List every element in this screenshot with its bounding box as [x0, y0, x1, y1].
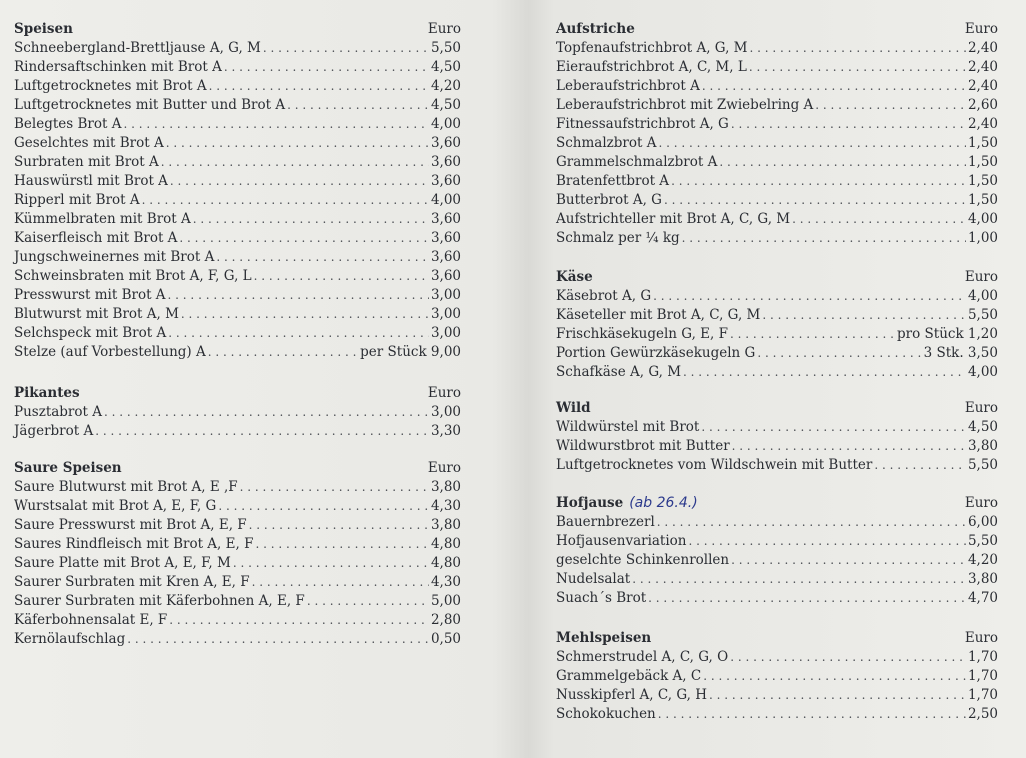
section-header: [14, 459, 461, 478]
currency-label: Euro: [964, 269, 998, 285]
dot-leader: [104, 403, 429, 422]
dot-leader: [632, 570, 966, 589]
dot-leader: [689, 532, 966, 551]
menu-item: [14, 229, 461, 248]
dot-leader: [874, 456, 966, 475]
dot-leader: [287, 96, 429, 115]
section-title: [14, 20, 73, 39]
item-name: Fitnessaufstrichbrot A, G: [556, 116, 729, 132]
item-name: Wildwürstel mit Brot: [556, 419, 700, 435]
item-price: 2,40: [967, 59, 998, 75]
item-name: Nudelsalat: [556, 571, 631, 587]
item-name: Schneebergland-Brettljause A, G, M: [14, 40, 261, 56]
item-name: Stelze (auf Vorbestellung) A: [14, 344, 206, 360]
section-pikantes: [14, 384, 461, 441]
item-name: Geselchtes mit Brot A: [14, 135, 164, 151]
dot-leader: [240, 478, 429, 497]
dot-leader: [216, 248, 429, 267]
item-name: Wildwurstbrot mit Butter: [556, 438, 730, 454]
section-saure-speisen: [14, 459, 461, 649]
item-price: 2,80: [430, 612, 461, 628]
item-price: 4,80: [430, 555, 461, 571]
currency-label: Euro: [427, 385, 461, 401]
menu-item: [14, 324, 461, 343]
dot-leader: [224, 58, 429, 77]
item-price: 4,80: [430, 536, 461, 552]
menu-item: [556, 115, 998, 134]
menu-item: [556, 456, 998, 475]
menu-item: [14, 39, 461, 58]
item-price: 2,60: [967, 97, 998, 113]
item-name: Leberaufstrichbrot mit Zwiebelring A: [556, 97, 814, 113]
menu-item: [14, 554, 461, 573]
item-name: Presswurst mit Brot A: [14, 287, 166, 303]
menu-item: [14, 96, 461, 115]
item-price: 1,70: [967, 668, 998, 684]
item-name: Bratenfettbrot A: [556, 173, 670, 189]
menu-item: [14, 573, 461, 592]
section-title-text: Pikantes: [14, 385, 80, 401]
dot-leader: [657, 513, 966, 532]
menu-item: [556, 172, 998, 191]
dot-leader: [193, 210, 429, 229]
menu-item: [556, 134, 998, 153]
dot-leader: [170, 172, 429, 191]
menu-item: [556, 191, 998, 210]
section-title: [14, 384, 80, 403]
menu-item: [14, 592, 461, 611]
dot-leader: [168, 286, 429, 305]
item-price: 3,60: [430, 211, 461, 227]
item-name: Belegtes Brot A: [14, 116, 122, 132]
item-price: 4,20: [967, 552, 998, 568]
item-name: Pusztabrot A: [14, 404, 102, 420]
menu-item: [14, 305, 461, 324]
item-price: 1,00: [967, 230, 998, 246]
menu-item: [556, 306, 998, 325]
item-name: Luftgetrocknetes vom Wildschwein mit Butter: [556, 457, 873, 473]
dot-leader: [702, 77, 966, 96]
menu-item: [556, 705, 998, 724]
section-title: [556, 20, 635, 39]
dot-leader: [127, 630, 429, 649]
dot-leader: [750, 39, 966, 58]
menu-item: [556, 667, 998, 686]
menu-item: [14, 422, 461, 441]
item-name: Hauswürstl mit Brot A: [14, 173, 168, 189]
dot-leader: [254, 267, 429, 286]
item-price: 3,80: [967, 571, 998, 587]
item-price: 2,50: [967, 706, 998, 722]
item-price: 4,50: [967, 419, 998, 435]
menu-item: [14, 611, 461, 630]
item-name: Leberaufstrichbrot A: [556, 78, 700, 94]
menu-item: [556, 287, 998, 306]
section-title: [556, 629, 651, 648]
menu-item: [556, 551, 998, 570]
dot-leader: [181, 305, 429, 324]
item-price: 3,80: [967, 438, 998, 454]
item-name: Aufstrichteller mit Brot A, C, G, M: [556, 211, 791, 227]
item-price: 3,60: [430, 230, 461, 246]
item-price: 3,80: [430, 517, 461, 533]
item-name: Grammelschmalzbrot A: [556, 154, 718, 170]
item-price: 3,80: [430, 479, 461, 495]
menu-item: [14, 343, 461, 362]
menu-item: [14, 403, 461, 422]
section-header: [556, 399, 998, 418]
menu-item: [556, 648, 998, 667]
item-price: 3,00: [430, 306, 461, 322]
section-title: [556, 268, 593, 287]
menu-item: [14, 267, 461, 286]
dot-leader: [749, 58, 966, 77]
item-name: Wurstsalat mit Brot A, E, F, G: [14, 498, 217, 514]
dot-leader: [209, 77, 429, 96]
menu-item: [556, 589, 998, 608]
item-price: 1,50: [967, 173, 998, 189]
item-name: Portion Gewürzkäsekugeln G: [556, 345, 756, 361]
menu-item: [556, 210, 998, 229]
item-name: Blutwurst mit Brot A, M: [14, 306, 179, 322]
item-name: Saure Platte mit Brot A, E, F, M: [14, 555, 231, 571]
item-price: 3,60: [430, 268, 461, 284]
dot-leader: [249, 516, 429, 535]
item-price: 5,50: [967, 457, 998, 473]
item-price: 3,60: [430, 249, 461, 265]
dot-leader: [658, 134, 965, 153]
item-name: Schafkäse A, G, M: [556, 364, 682, 380]
item-name: Schmalzbrot A: [556, 135, 657, 151]
item-price: per Stück 9,00: [360, 344, 461, 360]
currency-label: Euro: [964, 630, 998, 646]
dot-leader: [815, 96, 966, 115]
dot-leader: [730, 325, 895, 344]
item-name: Grammelgebäck A, C: [556, 668, 702, 684]
menu-item: [556, 344, 998, 363]
item-price: 0,50: [430, 631, 461, 647]
section-title-text: Aufstriche: [556, 21, 635, 37]
item-name: Schokokuchen: [556, 706, 656, 722]
item-name: Schweinsbraten mit Brot A, F, G, L: [14, 268, 252, 284]
item-price: 4,30: [430, 498, 461, 514]
item-name: Saures Rindfleisch mit Brot A, E, F: [14, 536, 254, 552]
dot-leader: [142, 191, 429, 210]
item-price: 4,00: [967, 288, 998, 304]
currency-label: Euro: [964, 21, 998, 37]
item-name: Kernölaufschlag: [14, 631, 126, 647]
item-name: Bauernbrezerl: [556, 514, 655, 530]
dot-leader: [757, 344, 921, 363]
dot-leader: [179, 229, 429, 248]
item-name: Saurer Surbraten mit Käferbohnen A, E, F: [14, 593, 305, 609]
currency-label: Euro: [964, 495, 998, 511]
item-price: 5,50: [967, 533, 998, 549]
dot-leader: [658, 705, 966, 724]
menu-item: [556, 513, 998, 532]
menu-item: [14, 153, 461, 172]
dot-leader: [682, 229, 966, 248]
dot-leader: [731, 551, 966, 570]
section-header: [14, 20, 461, 39]
menu-item: [556, 58, 998, 77]
menu-item: [556, 363, 998, 382]
section-title-text: Saure Speisen: [14, 460, 122, 476]
menu-item: [14, 210, 461, 229]
dot-leader: [792, 210, 966, 229]
dot-leader: [255, 535, 428, 554]
item-price: 3,60: [430, 173, 461, 189]
section-title-text: Käse: [556, 269, 593, 285]
item-name: Frischkäsekugeln G, E, F: [556, 326, 728, 342]
dot-leader: [95, 422, 429, 441]
item-name: Luftgetrocknetes mit Brot A: [14, 78, 207, 94]
item-name: Jungschweinernes mit Brot A: [14, 249, 215, 265]
item-price: 5,50: [967, 307, 998, 323]
menu-item: [14, 77, 461, 96]
dot-leader: [762, 306, 966, 325]
menu-item: [556, 96, 998, 115]
dot-leader: [683, 363, 966, 382]
currency-label: Euro: [964, 400, 998, 416]
item-name: Ripperl mit Brot A: [14, 192, 140, 208]
menu-item: [556, 418, 998, 437]
dot-leader: [730, 648, 966, 667]
item-name: Käsebrot A, G: [556, 288, 652, 304]
item-price: 4,00: [967, 364, 998, 380]
item-price: 2,40: [967, 78, 998, 94]
item-price: 1,70: [967, 649, 998, 665]
section-mehlspeisen: [556, 629, 998, 724]
section-title-text: Speisen: [14, 21, 73, 37]
item-price: 4,00: [967, 211, 998, 227]
dot-leader: [701, 418, 966, 437]
dot-leader: [719, 153, 966, 172]
item-price: 3,00: [430, 325, 461, 341]
item-price: 3,00: [430, 287, 461, 303]
item-price: 2,40: [967, 116, 998, 132]
item-price: 4,20: [430, 78, 461, 94]
item-name: Saure Presswurst mit Brot A, E, F: [14, 517, 247, 533]
section-header: [556, 494, 998, 513]
item-price: 4,50: [430, 59, 461, 75]
item-price: 2,40: [967, 40, 998, 56]
dot-leader: [653, 287, 966, 306]
menu-item: [556, 570, 998, 589]
section-title-text: Mehlspeisen: [556, 630, 652, 646]
handwritten-note: (ab 26.4.): [629, 495, 698, 511]
menu-item: [14, 115, 461, 134]
dot-leader: [218, 497, 429, 516]
section-title-text: Wild: [556, 400, 591, 416]
dot-leader: [732, 437, 966, 456]
menu-item: [14, 134, 461, 153]
item-price: 3,60: [430, 135, 461, 151]
item-price: 4,30: [430, 574, 461, 590]
dot-leader: [252, 573, 429, 592]
item-name: geselchte Schinkenrollen: [556, 552, 730, 568]
item-price: 4,70: [967, 590, 998, 606]
section-title-text: Hofjause: [556, 495, 624, 511]
menu-item: [14, 478, 461, 497]
menu-item: [556, 77, 998, 96]
section-header: [556, 20, 998, 39]
item-name: Kümmelbraten mit Brot A: [14, 211, 191, 227]
item-name: Jägerbrot A: [14, 423, 94, 439]
item-name: Nusskipferl A, C, G, H: [556, 687, 707, 703]
section-header: [556, 629, 998, 648]
menu-item: [14, 535, 461, 554]
item-name: Käferbohnensalat E, F: [14, 612, 168, 628]
menu-item: [556, 325, 998, 344]
menu-item: [14, 497, 461, 516]
menu-item: [556, 153, 998, 172]
dot-leader: [703, 667, 966, 686]
item-price: 1,50: [967, 154, 998, 170]
dot-leader: [166, 134, 429, 153]
item-price: 3 Stk. 3,50: [923, 345, 998, 361]
dot-leader: [664, 191, 966, 210]
item-name: Selchspeck mit Brot A: [14, 325, 167, 341]
section-kaese: [556, 268, 998, 382]
section-title: [556, 399, 591, 418]
section-title: [556, 494, 698, 513]
item-price: 1,50: [967, 135, 998, 151]
item-name: Butterbrot A, G: [556, 192, 662, 208]
item-price: 3,30: [430, 423, 461, 439]
menu-item: [14, 630, 461, 649]
item-price: pro Stück 1,20: [897, 326, 998, 342]
item-name: Suach´s Brot: [556, 590, 647, 606]
dot-leader: [208, 343, 358, 362]
menu-item: [556, 437, 998, 456]
section-wild: [556, 399, 998, 475]
item-name: Saure Blutwurst mit Brot A, E ,F: [14, 479, 238, 495]
item-name: Surbraten mit Brot A: [14, 154, 159, 170]
item-name: Topfenaufstrichbrot A, G, M: [556, 40, 748, 56]
dot-leader: [731, 115, 966, 134]
item-name: Käseteller mit Brot A, C, G, M: [556, 307, 761, 323]
item-name: Saurer Surbraten mit Kren A, E, F: [14, 574, 250, 590]
section-aufstriche: [556, 20, 998, 248]
dot-leader: [123, 115, 428, 134]
section-header: [556, 268, 998, 287]
item-name: Schmalz per ¼ kg: [556, 230, 680, 246]
item-price: 4,50: [430, 97, 461, 113]
item-name: Kaiserfleisch mit Brot A: [14, 230, 178, 246]
item-price: 3,00: [430, 404, 461, 420]
item-price: 4,00: [430, 192, 461, 208]
item-price: 3,60: [430, 154, 461, 170]
menu-item: [556, 532, 998, 551]
item-price: 1,50: [967, 192, 998, 208]
dot-leader: [709, 686, 966, 705]
menu-item: [14, 516, 461, 535]
menu-item: [556, 39, 998, 58]
section-hofjause: [556, 494, 998, 608]
currency-label: Euro: [427, 460, 461, 476]
dot-leader: [233, 554, 429, 573]
section-header: [14, 384, 461, 403]
menu-item: [556, 229, 998, 248]
menu-item: [14, 248, 461, 267]
item-price: 5,00: [430, 593, 461, 609]
menu-item: [14, 286, 461, 305]
dot-leader: [161, 153, 429, 172]
menu-item: [14, 191, 461, 210]
item-name: Luftgetrocknetes mit Butter und Brot A: [14, 97, 286, 113]
item-price: 5,50: [430, 40, 461, 56]
currency-label: Euro: [427, 21, 461, 37]
menu-item: [14, 172, 461, 191]
item-name: Eieraufstrichbrot A, C, M, L: [556, 59, 747, 75]
dot-leader: [169, 611, 429, 630]
item-name: Hofjausenvariation: [556, 533, 687, 549]
item-price: 1,70: [967, 687, 998, 703]
dot-leader: [648, 589, 966, 608]
dot-leader: [263, 39, 429, 58]
dot-leader: [671, 172, 966, 191]
item-name: Rindersaftschinken mit Brot A: [14, 59, 222, 75]
item-price: 4,00: [430, 116, 461, 132]
menu-item: [556, 686, 998, 705]
item-name: Schmerstrudel A, C, G, O: [556, 649, 729, 665]
item-price: 6,00: [967, 514, 998, 530]
section-title: [14, 459, 122, 478]
menu-item: [14, 58, 461, 77]
dot-leader: [307, 592, 429, 611]
dot-leader: [168, 324, 429, 343]
section-speisen: [14, 20, 461, 362]
